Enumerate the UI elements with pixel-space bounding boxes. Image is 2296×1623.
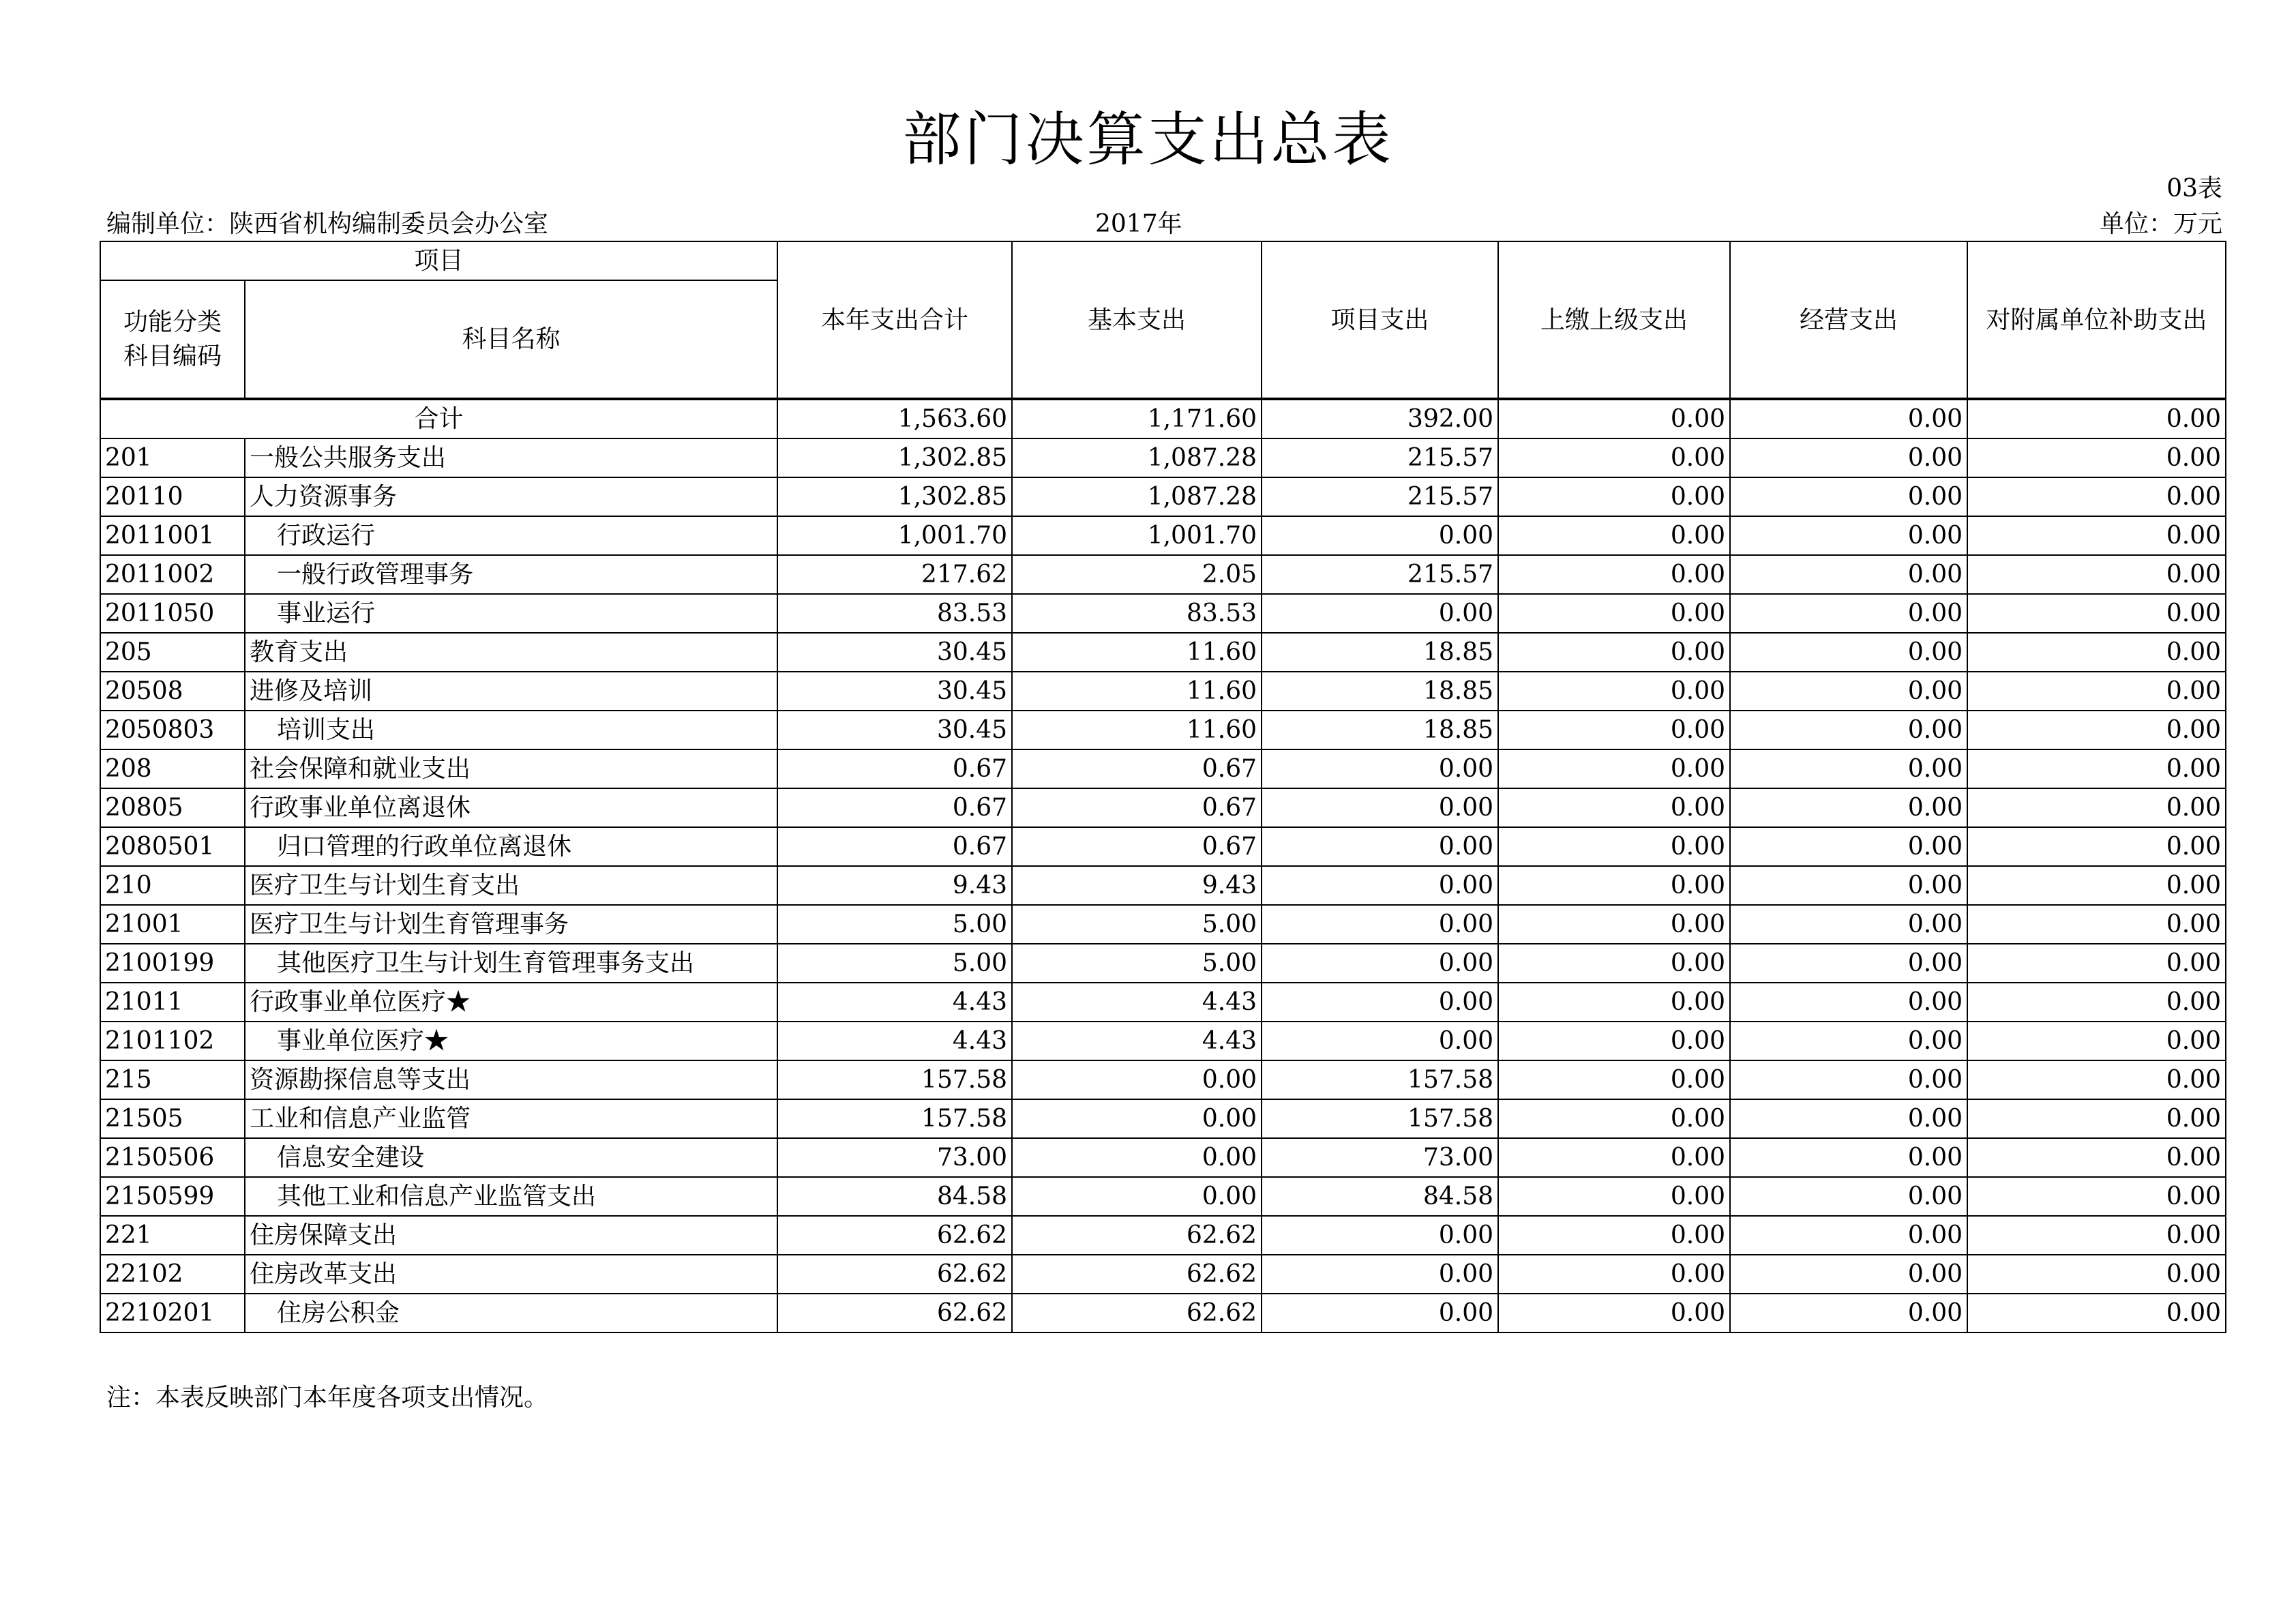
row-subject-name: 工业和信息产业监管	[245, 1099, 777, 1138]
header-total-expense: 本年支出合计	[777, 241, 1012, 399]
row-subsidy: 0.00	[1967, 866, 2226, 905]
total-business: 0.00	[1730, 399, 1967, 438]
row-upper: 0.00	[1498, 1177, 1730, 1216]
row-upper: 0.00	[1498, 827, 1730, 866]
row-subsidy: 0.00	[1967, 788, 2226, 827]
total-total: 1,563.60	[777, 399, 1012, 438]
row-code: 21505	[100, 1099, 245, 1138]
row-project: 0.00	[1262, 827, 1498, 866]
table-row	[100, 555, 2226, 594]
row-subject-name: 行政运行	[245, 516, 777, 555]
row-subsidy: 0.00	[1967, 944, 2226, 983]
row-code: 208	[100, 749, 245, 788]
row-subsidy: 0.00	[1967, 711, 2226, 749]
row-basic: 1,087.28	[1012, 477, 1262, 516]
row-basic: 11.60	[1012, 633, 1262, 672]
row-total: 1,001.70	[777, 516, 1012, 555]
row-subsidy: 0.00	[1967, 1060, 2226, 1099]
row-upper: 0.00	[1498, 1099, 1730, 1138]
row-basic: 9.43	[1012, 866, 1262, 905]
row-subject-name: 一般行政管理事务	[245, 555, 777, 594]
row-upper: 0.00	[1498, 944, 1730, 983]
table-row	[100, 1138, 2226, 1177]
row-basic: 0.00	[1012, 1099, 1262, 1138]
row-subject-name: 行政事业单位离退休	[245, 788, 777, 827]
row-code: 22102	[100, 1255, 245, 1294]
row-subject-name: 进修及培训	[245, 672, 777, 711]
row-basic: 0.67	[1012, 827, 1262, 866]
row-total: 1,302.85	[777, 438, 1012, 477]
row-code: 205	[100, 633, 245, 672]
row-subject-name: 资源勘探信息等支出	[245, 1060, 777, 1099]
row-code: 20508	[100, 672, 245, 711]
row-business: 0.00	[1730, 944, 1967, 983]
row-code: 20805	[100, 788, 245, 827]
row-upper: 0.00	[1498, 1022, 1730, 1060]
row-business: 0.00	[1730, 983, 1967, 1022]
row-total: 4.43	[777, 983, 1012, 1022]
row-code: 215	[100, 1060, 245, 1099]
row-subsidy: 0.00	[1967, 633, 2226, 672]
row-business: 0.00	[1730, 1099, 1967, 1138]
row-code: 2011050	[100, 594, 245, 633]
row-upper: 0.00	[1498, 1138, 1730, 1177]
row-business: 0.00	[1730, 1177, 1967, 1216]
row-code: 210	[100, 866, 245, 905]
row-upper: 0.00	[1498, 1255, 1730, 1294]
row-code: 221	[100, 1216, 245, 1255]
row-subject-name: 医疗卫生与计划生育管理事务	[245, 905, 777, 944]
row-basic: 0.00	[1012, 1177, 1262, 1216]
row-business: 0.00	[1730, 477, 1967, 516]
table-row	[100, 866, 2226, 905]
row-basic: 11.60	[1012, 672, 1262, 711]
header-func-code-line2: 科目编码	[123, 342, 222, 370]
expense-table	[100, 241, 2226, 1333]
row-business: 0.00	[1730, 1060, 1967, 1099]
row-basic: 62.62	[1012, 1294, 1262, 1332]
row-project: 157.58	[1262, 1099, 1498, 1138]
report-title: 部门决算支出总表	[902, 106, 1394, 174]
row-subject-name: 培训支出	[245, 711, 777, 749]
report-year: 2017年	[1095, 210, 1182, 238]
table-row	[100, 1099, 2226, 1138]
table-row	[100, 1294, 2226, 1332]
row-subject-name: 医疗卫生与计划生育支出	[245, 866, 777, 905]
row-subsidy: 0.00	[1967, 749, 2226, 788]
row-basic: 11.60	[1012, 711, 1262, 749]
header-business-expense: 经营支出	[1730, 241, 1967, 399]
row-upper: 0.00	[1498, 866, 1730, 905]
row-subject-name: 人力资源事务	[245, 477, 777, 516]
row-subject-name: 住房改革支出	[245, 1255, 777, 1294]
row-business: 0.00	[1730, 516, 1967, 555]
row-total: 0.67	[777, 827, 1012, 866]
table-row	[100, 1177, 2226, 1216]
table-row	[100, 983, 2226, 1022]
row-business: 0.00	[1730, 1294, 1967, 1332]
row-upper: 0.00	[1498, 1294, 1730, 1332]
row-project: 215.57	[1262, 555, 1498, 594]
row-code: 201	[100, 438, 245, 477]
row-subsidy: 0.00	[1967, 1294, 2226, 1332]
row-code: 20110	[100, 477, 245, 516]
row-subject-name: 信息安全建设	[245, 1138, 777, 1177]
row-basic: 5.00	[1012, 905, 1262, 944]
row-subsidy: 0.00	[1967, 594, 2226, 633]
row-basic: 83.53	[1012, 594, 1262, 633]
row-total: 83.53	[777, 594, 1012, 633]
row-project: 215.57	[1262, 477, 1498, 516]
table-row	[100, 944, 2226, 983]
row-subsidy: 0.00	[1967, 438, 2226, 477]
report-meta	[106, 208, 2222, 241]
table-note: 注：本表反映部门本年度各项支出情况。	[106, 1384, 549, 1412]
row-project: 0.00	[1262, 516, 1498, 555]
row-subject-name: 其他医疗卫生与计划生育管理事务支出	[245, 944, 777, 983]
row-project: 0.00	[1262, 1022, 1498, 1060]
row-basic: 0.67	[1012, 749, 1262, 788]
row-total: 157.58	[777, 1099, 1012, 1138]
total-subsidy: 0.00	[1967, 399, 2226, 438]
header-subsidiary-subsidy: 对附属单位补助支出	[1967, 241, 2226, 399]
row-project: 0.00	[1262, 1294, 1498, 1332]
row-total: 1,302.85	[777, 477, 1012, 516]
row-business: 0.00	[1730, 672, 1967, 711]
row-subject-name: 事业运行	[245, 594, 777, 633]
row-subject-name: 事业单位医疗★	[245, 1022, 777, 1060]
row-subsidy: 0.00	[1967, 1099, 2226, 1138]
row-code: 2150599	[100, 1177, 245, 1216]
row-total: 84.58	[777, 1177, 1012, 1216]
table-row	[100, 788, 2226, 827]
row-upper: 0.00	[1498, 633, 1730, 672]
row-total: 9.43	[777, 866, 1012, 905]
row-business: 0.00	[1730, 1138, 1967, 1177]
row-project: 73.00	[1262, 1138, 1498, 1177]
table-row	[100, 633, 2226, 672]
row-upper: 0.00	[1498, 1216, 1730, 1255]
table-row	[100, 1060, 2226, 1099]
row-total: 217.62	[777, 555, 1012, 594]
row-basic: 0.00	[1012, 1060, 1262, 1099]
table-row	[100, 594, 2226, 633]
table-row	[100, 905, 2226, 944]
row-upper: 0.00	[1498, 983, 1730, 1022]
row-project: 0.00	[1262, 1255, 1498, 1294]
row-code: 2150506	[100, 1138, 245, 1177]
row-total: 0.67	[777, 788, 1012, 827]
row-total: 157.58	[777, 1060, 1012, 1099]
row-business: 0.00	[1730, 594, 1967, 633]
preparing-unit: 编制单位：陕西省机构编制委员会办公室	[106, 210, 549, 238]
header-project: 项目	[100, 241, 777, 280]
row-business: 0.00	[1730, 1216, 1967, 1255]
row-project: 215.57	[1262, 438, 1498, 477]
row-total: 30.45	[777, 672, 1012, 711]
row-total: 30.45	[777, 633, 1012, 672]
table-row	[100, 749, 2226, 788]
row-business: 0.00	[1730, 788, 1967, 827]
row-subsidy: 0.00	[1967, 1177, 2226, 1216]
header-project-expense: 项目支出	[1262, 241, 1498, 399]
row-subsidy: 0.00	[1967, 827, 2226, 866]
row-subsidy: 0.00	[1967, 1216, 2226, 1255]
row-code: 21001	[100, 905, 245, 944]
row-upper: 0.00	[1498, 905, 1730, 944]
row-business: 0.00	[1730, 438, 1967, 477]
row-subject-name: 行政事业单位医疗★	[245, 983, 777, 1022]
row-total: 73.00	[777, 1138, 1012, 1177]
row-upper: 0.00	[1498, 711, 1730, 749]
row-upper: 0.00	[1498, 594, 1730, 633]
row-project: 0.00	[1262, 983, 1498, 1022]
row-project: 157.58	[1262, 1060, 1498, 1099]
row-subject-name: 教育支出	[245, 633, 777, 672]
row-code: 2100199	[100, 944, 245, 983]
total-row	[100, 399, 2226, 438]
total-label: 合计	[100, 399, 777, 438]
row-code: 2050803	[100, 711, 245, 749]
row-subsidy: 0.00	[1967, 983, 2226, 1022]
row-total: 62.62	[777, 1216, 1012, 1255]
row-basic: 1,001.70	[1012, 516, 1262, 555]
row-basic: 0.67	[1012, 788, 1262, 827]
table-row	[100, 477, 2226, 516]
row-code: 2011002	[100, 555, 245, 594]
row-upper: 0.00	[1498, 477, 1730, 516]
row-subsidy: 0.00	[1967, 1022, 2226, 1060]
row-basic: 62.62	[1012, 1216, 1262, 1255]
row-upper: 0.00	[1498, 1060, 1730, 1099]
row-project: 0.00	[1262, 1216, 1498, 1255]
row-project: 0.00	[1262, 788, 1498, 827]
row-subject-name: 其他工业和信息产业监管支出	[245, 1177, 777, 1216]
table-row	[100, 516, 2226, 555]
row-total: 0.67	[777, 749, 1012, 788]
row-subsidy: 0.00	[1967, 905, 2226, 944]
table-row	[100, 1255, 2226, 1294]
row-total: 4.43	[777, 1022, 1012, 1060]
row-subsidy: 0.00	[1967, 516, 2226, 555]
row-project: 18.85	[1262, 711, 1498, 749]
row-project: 0.00	[1262, 905, 1498, 944]
row-basic: 0.00	[1012, 1138, 1262, 1177]
row-basic: 5.00	[1012, 944, 1262, 983]
row-subsidy: 0.00	[1967, 477, 2226, 516]
total-upper: 0.00	[1498, 399, 1730, 438]
row-upper: 0.00	[1498, 788, 1730, 827]
row-code: 2210201	[100, 1294, 245, 1332]
table-row	[100, 827, 2226, 866]
row-business: 0.00	[1730, 1022, 1967, 1060]
table-row	[100, 1216, 2226, 1255]
row-project: 18.85	[1262, 633, 1498, 672]
total-basic: 1,171.60	[1012, 399, 1262, 438]
row-code: 2101102	[100, 1022, 245, 1060]
currency-unit: 单位：万元	[2099, 210, 2222, 238]
row-business: 0.00	[1730, 711, 1967, 749]
row-project: 0.00	[1262, 866, 1498, 905]
total-project: 392.00	[1262, 399, 1498, 438]
row-subject-name: 社会保障和就业支出	[245, 749, 777, 788]
row-subsidy: 0.00	[1967, 1138, 2226, 1177]
row-business: 0.00	[1730, 1255, 1967, 1294]
row-basic: 1,087.28	[1012, 438, 1262, 477]
row-business: 0.00	[1730, 633, 1967, 672]
row-subsidy: 0.00	[1967, 672, 2226, 711]
row-total: 5.00	[777, 905, 1012, 944]
row-upper: 0.00	[1498, 672, 1730, 711]
row-subsidy: 0.00	[1967, 555, 2226, 594]
header-basic-expense: 基本支出	[1012, 241, 1262, 399]
row-upper: 0.00	[1498, 749, 1730, 788]
row-basic: 62.62	[1012, 1255, 1262, 1294]
row-upper: 0.00	[1498, 438, 1730, 477]
header-upper-payment: 上缴上级支出	[1498, 241, 1730, 399]
row-total: 62.62	[777, 1255, 1012, 1294]
row-subject-name: 住房保障支出	[245, 1216, 777, 1255]
row-project: 0.00	[1262, 944, 1498, 983]
table-row	[100, 672, 2226, 711]
row-project: 18.85	[1262, 672, 1498, 711]
header-subject-name: 科目名称	[245, 280, 777, 399]
row-basic: 4.43	[1012, 1022, 1262, 1060]
table-row	[100, 1022, 2226, 1060]
row-code: 2080501	[100, 827, 245, 866]
row-total: 30.45	[777, 711, 1012, 749]
row-subject-name: 归口管理的行政单位离退休	[245, 827, 777, 866]
row-total: 62.62	[777, 1294, 1012, 1332]
row-total: 5.00	[777, 944, 1012, 983]
row-project: 84.58	[1262, 1177, 1498, 1216]
row-business: 0.00	[1730, 749, 1967, 788]
row-project: 0.00	[1262, 594, 1498, 633]
row-basic: 4.43	[1012, 983, 1262, 1022]
header-row-project	[100, 241, 2226, 280]
table-row	[100, 711, 2226, 749]
header-func-code-line1: 功能分类	[123, 308, 222, 336]
row-basic: 2.05	[1012, 555, 1262, 594]
row-business: 0.00	[1730, 905, 1967, 944]
row-subject-name: 住房公积金	[245, 1294, 777, 1332]
row-business: 0.00	[1730, 555, 1967, 594]
row-subsidy: 0.00	[1967, 1255, 2226, 1294]
row-upper: 0.00	[1498, 516, 1730, 555]
row-code: 2011001	[100, 516, 245, 555]
form-number: 03表	[2166, 175, 2222, 203]
row-code: 21011	[100, 983, 245, 1022]
header-func-code	[100, 280, 245, 399]
row-business: 0.00	[1730, 866, 1967, 905]
row-business: 0.00	[1730, 827, 1967, 866]
row-subject-name: 一般公共服务支出	[245, 438, 777, 477]
row-project: 0.00	[1262, 749, 1498, 788]
row-upper: 0.00	[1498, 555, 1730, 594]
table-row	[100, 438, 2226, 477]
